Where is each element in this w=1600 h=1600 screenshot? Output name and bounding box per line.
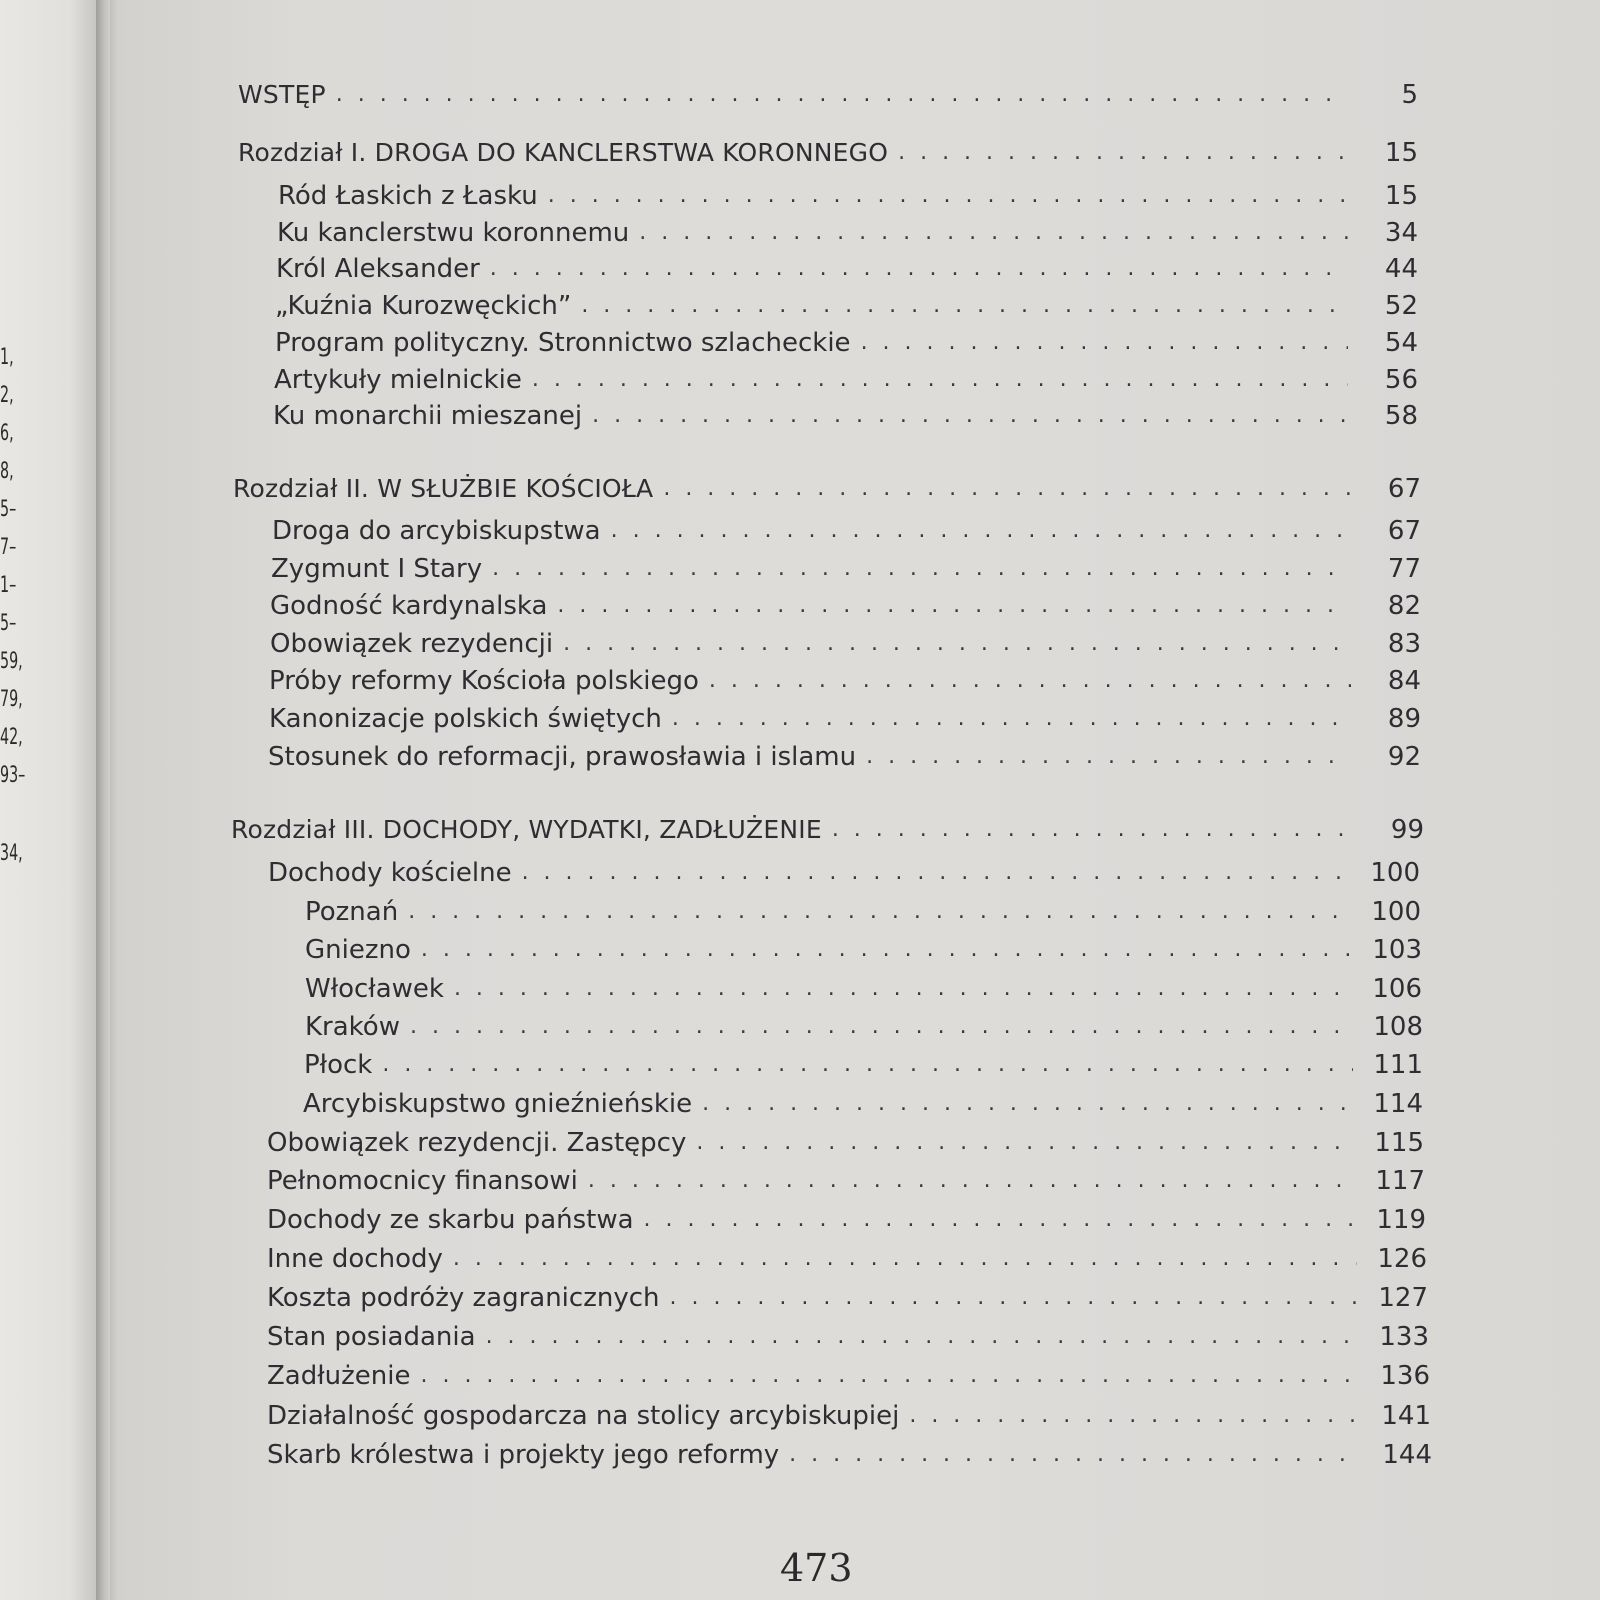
toc-chapter-title: Rozdział II. W SŁUŻBIE KOŚCIOŁA [233,474,654,503]
toc-entry-title: Ród Łaskich z Łasku [278,181,538,211]
leader-dots [672,706,1351,731]
toc-entry [269,704,1421,738]
toc-sub-entry [305,1012,1423,1046]
toc-entry [270,629,1421,663]
toc-entry-page: 92 [1387,742,1421,772]
toc-entry-page: 141 [1381,1401,1431,1431]
toc-entry [267,1283,1428,1317]
toc-entry-page: 119 [1376,1205,1426,1235]
toc-entry-page: 106 [1372,974,1422,1004]
toc-entry-page: 67 [1387,474,1421,504]
toc-entry-title: Próby reformy Kościoła polskiego [269,666,699,696]
toc-entry-title: Program polityczny. Stronnictwo szlacheckie [275,328,851,358]
toc-entry-title: Obowiązek rezydencji. Zastępcy [267,1128,687,1158]
toc-chapter-3 [231,815,1424,849]
facing-page-number: 5– [0,611,17,636]
toc-entry [274,365,1418,399]
leader-dots [548,183,1348,208]
toc-entry-title: Król Aleksander [276,254,480,284]
leader-dots [486,1324,1359,1349]
toc-entry-title: Włocławek [305,974,444,1004]
leader-dots [909,1403,1361,1428]
toc-chapter-title: Rozdział III. DOCHODY, WYDATKI, ZADŁUŻENIE [231,815,822,844]
toc-entry-title: Płock [304,1050,373,1080]
toc-entry-title: „Kuźnia Kurozwęckich” [275,291,572,321]
facing-page-number: 79, [0,687,23,712]
toc-entry-title: Koszta podróży zagranicznych [267,1283,660,1313]
toc-entry-page: 67 [1387,516,1421,546]
toc-entry-title: Artykuły mielnickie [274,365,522,395]
toc-entry-title: Obowiązek rezydencji [270,629,554,659]
toc-entry-title: Zygmunt I Stary [271,554,483,584]
toc-entry-title: Dochody ze skarbu państwa [267,1205,634,1235]
leader-dots [644,1207,1356,1232]
toc-entry-page: 52 [1384,291,1418,321]
toc-entry-page: 15 [1384,138,1418,168]
toc-chapter-2 [233,474,1421,508]
leader-dots [861,330,1348,355]
leader-dots [563,631,1351,656]
leader-dots [492,556,1351,581]
toc-entry-page: 34 [1384,218,1418,248]
toc-entry [268,858,1420,892]
toc-chapter-title: Rozdział I. DROGA DO KANCLERSTWA KORONNEGO [238,138,889,167]
facing-page-number: 6, [0,421,14,446]
leader-dots [382,1052,1353,1077]
toc-entry [267,1205,1426,1239]
leader-dots [588,1168,1355,1193]
toc-entry [267,1440,1432,1474]
toc-entry-page: 103 [1372,935,1422,965]
toc-entry-page: 54 [1384,328,1418,358]
leader-dots [832,817,1354,842]
toc-entry-page: 84 [1387,666,1421,696]
leader-dots [581,293,1348,318]
leader-dots [490,256,1348,281]
leader-dots [421,937,1352,962]
leader-dots [639,220,1348,245]
toc-entry [271,554,1421,588]
toc-entry-page: 114 [1373,1089,1423,1119]
toc-entry [275,328,1418,362]
toc-entry-page: 108 [1373,1012,1423,1042]
toc-entry-page: 126 [1377,1244,1427,1274]
facing-page-number: 5– [0,497,17,522]
leader-dots [789,1442,1362,1467]
toc-entry-page: 144 [1382,1440,1432,1470]
toc-entry [272,516,1421,550]
facing-page-number: 8, [0,459,14,484]
toc-entry-page: 115 [1374,1128,1424,1158]
toc-entry-title: WSTĘP [238,80,326,109]
facing-page-number: 1– [0,573,17,598]
toc-entry-title: Godność kardynalska [270,591,548,621]
leader-dots [410,1014,1353,1039]
toc-entry-title: Inne dochody [267,1244,443,1274]
facing-page-number: 2, [0,383,14,408]
toc-sub-entry [305,935,1422,969]
toc-entry-page: 15 [1384,181,1418,211]
leader-dots [408,899,1351,924]
leader-dots [663,476,1351,501]
toc-entry-title: Działalność gospodarcza na stolicy arcybiskupiej [267,1401,900,1431]
toc-entry-title: Ku kanclerstwu koronnemu [277,218,630,248]
toc-entry-page: 56 [1384,365,1418,395]
leader-dots [669,1285,1358,1310]
toc-entry-page: 127 [1378,1283,1428,1313]
leader-dots [592,403,1348,428]
toc-entry-page: 100 [1370,858,1420,888]
leader-dots [709,668,1351,693]
leader-dots [557,593,1351,618]
toc-sub-entry [305,897,1421,931]
toc-entry [276,254,1418,288]
leader-dots [522,860,1350,885]
toc-entry-title: Gniezno [305,935,411,965]
toc-entry-title: Kraków [305,1012,400,1042]
toc-entry-page: 117 [1375,1166,1425,1196]
toc-entry [267,1166,1425,1200]
toc-entry-title: Dochody kościelne [268,858,512,888]
leader-dots [611,518,1351,543]
toc-entry-page: 89 [1387,704,1421,734]
toc-entry [275,291,1418,325]
facing-page-number: 1, [0,345,14,370]
leader-dots [532,367,1348,392]
toc-entry [273,401,1418,435]
toc-entry-title: Droga do arcybiskupstwa [272,516,601,546]
toc-entry-title: Zadłużenie [267,1361,411,1391]
leader-dots [454,976,1352,1001]
toc-entry [268,742,1421,776]
toc-entry-page: 133 [1379,1322,1429,1352]
toc-entry-title: Ku monarchii mieszanej [273,401,583,431]
leader-dots [898,140,1348,165]
leader-dots [866,744,1351,769]
page-number: 473 [780,1546,853,1590]
toc-entry [267,1322,1429,1356]
toc-entry-page: 82 [1387,591,1421,621]
toc-entry-page: 83 [1387,629,1421,659]
leader-dots [420,1363,1360,1388]
toc-entry [278,181,1418,215]
toc-sub-entry [305,974,1422,1008]
toc-entry-title: Pełnomocnicy finansowi [267,1166,578,1196]
toc-entry-page: 77 [1387,554,1421,584]
toc-entry-title: Skarb królestwa i projekty jego reformy [267,1440,780,1470]
toc-entry [267,1244,1427,1278]
leader-dots [336,82,1348,107]
toc-chapter-1 [238,138,1418,172]
toc-sub-entry [304,1050,1423,1084]
toc-entry-title: Arcybiskupstwo gnieźnieńskie [303,1089,693,1119]
facing-page-number: 7– [0,535,17,560]
toc-entry-page: 136 [1380,1361,1430,1391]
leader-dots [453,1246,1357,1271]
toc-entry-page: 99 [1390,815,1424,845]
toc-entry-wstep [238,80,1418,114]
toc-entry [269,666,1421,700]
toc-entry-page: 44 [1384,254,1418,284]
leader-dots [696,1130,1354,1155]
toc-entry-page: 5 [1401,80,1418,110]
toc-entry-page: 111 [1373,1050,1423,1080]
facing-page-number: 42, [0,725,23,750]
toc-entry [267,1361,1430,1395]
toc-entry-title: Stosunek do reformacji, prawosławia i islamu [268,742,857,772]
toc-entry-title: Poznań [305,897,399,927]
toc-entry-page: 58 [1384,401,1418,431]
toc-sub-entry [303,1089,1423,1123]
leader-dots [702,1091,1353,1116]
toc-entry [277,218,1418,252]
facing-page-number: 93– [0,763,26,788]
facing-page-number: 59, [0,649,23,674]
toc-entry [267,1128,1424,1162]
toc-entry-title: Kanonizacje polskich świętych [269,704,662,734]
toc-entry-title: Stan posiadania [267,1322,476,1352]
toc-entry [267,1401,1431,1435]
toc-entry [270,591,1421,625]
facing-page-number: 34, [0,841,23,866]
toc-entry-page: 100 [1371,897,1421,927]
